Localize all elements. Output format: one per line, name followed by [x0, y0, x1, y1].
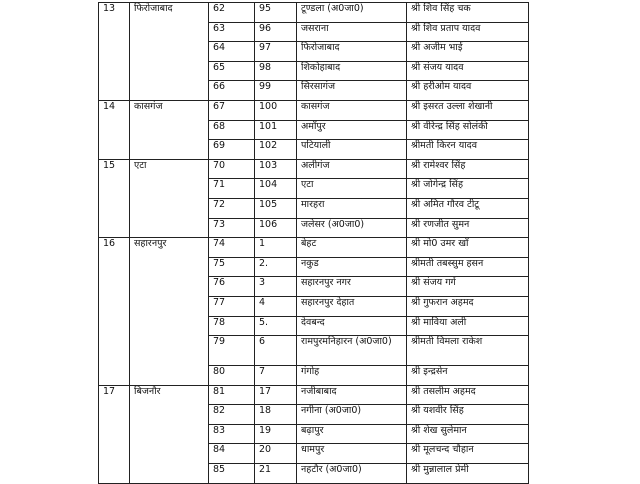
serial-number: 65: [209, 61, 255, 81]
table-row: [99, 3, 529, 23]
constituency-number: 101: [255, 120, 297, 140]
serial-number: 83: [209, 424, 255, 444]
candidate-name: श्री रामेश्वर सिंह: [407, 159, 529, 179]
serial-number: 77: [209, 296, 255, 316]
district-name: बिजनौर: [130, 385, 209, 483]
serial-number: 84: [209, 444, 255, 464]
serial-number: 70: [209, 159, 255, 179]
candidate-name: श्री गुफरान अहमद: [407, 296, 529, 316]
serial-number: 75: [209, 257, 255, 277]
district-name: कासगंज: [130, 100, 209, 159]
serial-number: 71: [209, 179, 255, 199]
constituency-number: 3: [255, 277, 297, 297]
constituency-number: 19: [255, 424, 297, 444]
constituency-number: 99: [255, 81, 297, 101]
constituency-name: पटियाली: [297, 140, 407, 160]
table-row: [99, 385, 529, 405]
candidate-name: श्री तसलीम अहमद: [407, 385, 529, 405]
constituency-name: नजीबाबाद: [297, 385, 407, 405]
candidate-name: श्री माविया अली: [407, 316, 529, 336]
candidate-list-table: [98, 2, 529, 484]
constituency-name: अलीगंज: [297, 159, 407, 179]
constituency-number: 18: [255, 405, 297, 425]
candidate-name: श्री शेख सुलेमान: [407, 424, 529, 444]
constituency-number: 4: [255, 296, 297, 316]
constituency-name: रामपुरमनिहारन (अ0जा0): [297, 336, 407, 366]
constituency-name: नगीना (अ0जा0): [297, 405, 407, 425]
serial-number: 81: [209, 385, 255, 405]
constituency-name: बेहट: [297, 238, 407, 258]
constituency-name: अमॉपुर: [297, 120, 407, 140]
constituency-number: 106: [255, 218, 297, 238]
constituency-number: 98: [255, 61, 297, 81]
candidate-name: श्री वीरेन्द्र सिंह सोलंकी: [407, 120, 529, 140]
candidate-name: श्री मो0 उमर खॉं: [407, 238, 529, 258]
district-name: फिरोजाबाद: [130, 3, 209, 101]
serial-number: 85: [209, 464, 255, 484]
constituency-name: नहटौर (अ0जा0): [297, 464, 407, 484]
constituency-number: 105: [255, 198, 297, 218]
constituency-name: जसराना: [297, 22, 407, 42]
candidate-name: श्री मूलचन्द चौहान: [407, 444, 529, 464]
constituency-name: सहारनपुर देहात: [297, 296, 407, 316]
serial-number: 66: [209, 81, 255, 101]
district-number: 17: [99, 385, 130, 483]
serial-number: 76: [209, 277, 255, 297]
candidate-name: श्री जोगेन्द्र सिंह: [407, 179, 529, 199]
candidate-name: श्री यशवीर सिंह: [407, 405, 529, 425]
constituency-number: 97: [255, 42, 297, 62]
serial-number: 79: [209, 336, 255, 366]
serial-number: 74: [209, 238, 255, 258]
candidate-name: श्री शिव सिंह चक: [407, 3, 529, 23]
constituency-name: देवबन्द: [297, 316, 407, 336]
district-number: 13: [99, 3, 130, 101]
constituency-number: 103: [255, 159, 297, 179]
serial-number: 68: [209, 120, 255, 140]
district-name: सहारनपुर: [130, 238, 209, 386]
candidate-name: श्री मुन्नालाल प्रेमी: [407, 464, 529, 484]
district-name: एटा: [130, 159, 209, 237]
serial-number: 62: [209, 3, 255, 23]
constituency-number: 6: [255, 336, 297, 366]
candidate-name: श्री शिव प्रताप यादव: [407, 22, 529, 42]
serial-number: 63: [209, 22, 255, 42]
constituency-name: फिरोजाबाद: [297, 42, 407, 62]
candidate-name: श्री इन्द्रसेन: [407, 366, 529, 386]
candidate-name: श्री इसरत उल्ला शेखानी: [407, 100, 529, 120]
constituency-name: शिकोहाबाद: [297, 61, 407, 81]
serial-number: 72: [209, 198, 255, 218]
constituency-name: जलेसर (अ0जा0): [297, 218, 407, 238]
constituency-name: नकुड: [297, 257, 407, 277]
serial-number: 64: [209, 42, 255, 62]
constituency-name: धामपुर: [297, 444, 407, 464]
candidate-name: श्रीमती किरन यादव: [407, 140, 529, 160]
serial-number: 69: [209, 140, 255, 160]
candidate-name: श्री रणजीत सुमन: [407, 218, 529, 238]
constituency-number: 2.: [255, 257, 297, 277]
candidate-name: श्री हरीओम यादव: [407, 81, 529, 101]
constituency-name: मारहरा: [297, 198, 407, 218]
district-number: 15: [99, 159, 130, 237]
constituency-name: सिरसागंज: [297, 81, 407, 101]
constituency-number: 7: [255, 366, 297, 386]
constituency-name: कासगंज: [297, 100, 407, 120]
constituency-number: 17: [255, 385, 297, 405]
serial-number: 67: [209, 100, 255, 120]
constituency-number: 20: [255, 444, 297, 464]
candidate-name: श्रीमती विमला राकेश: [407, 336, 529, 366]
candidate-name: श्री संजय यादव: [407, 61, 529, 81]
constituency-number: 21: [255, 464, 297, 484]
constituency-name: एटा: [297, 179, 407, 199]
candidate-name: श्री संजय गर्ग: [407, 277, 529, 297]
candidate-name: श्रीमती तबस्सुम हसन: [407, 257, 529, 277]
constituency-name: बढ़ापुर: [297, 424, 407, 444]
table-row: [99, 159, 529, 179]
table-body: [99, 3, 529, 484]
table-row: [99, 238, 529, 258]
constituency-number: 104: [255, 179, 297, 199]
table-row: [99, 100, 529, 120]
constituency-name: गंगोह: [297, 366, 407, 386]
serial-number: 73: [209, 218, 255, 238]
serial-number: 78: [209, 316, 255, 336]
constituency-number: 96: [255, 22, 297, 42]
constituency-number: 102: [255, 140, 297, 160]
candidate-name: श्री अजीम भाई: [407, 42, 529, 62]
constituency-number: 95: [255, 3, 297, 23]
serial-number: 80: [209, 366, 255, 386]
candidate-name: श्री अमित गौरव टीटू: [407, 198, 529, 218]
constituency-number: 5.: [255, 316, 297, 336]
district-number: 14: [99, 100, 130, 159]
constituency-name: टूण्डला (अ0जा0): [297, 3, 407, 23]
constituency-number: 100: [255, 100, 297, 120]
constituency-name: सहारनपुर नगर: [297, 277, 407, 297]
constituency-number: 1: [255, 238, 297, 258]
district-number: 16: [99, 238, 130, 386]
serial-number: 82: [209, 405, 255, 425]
